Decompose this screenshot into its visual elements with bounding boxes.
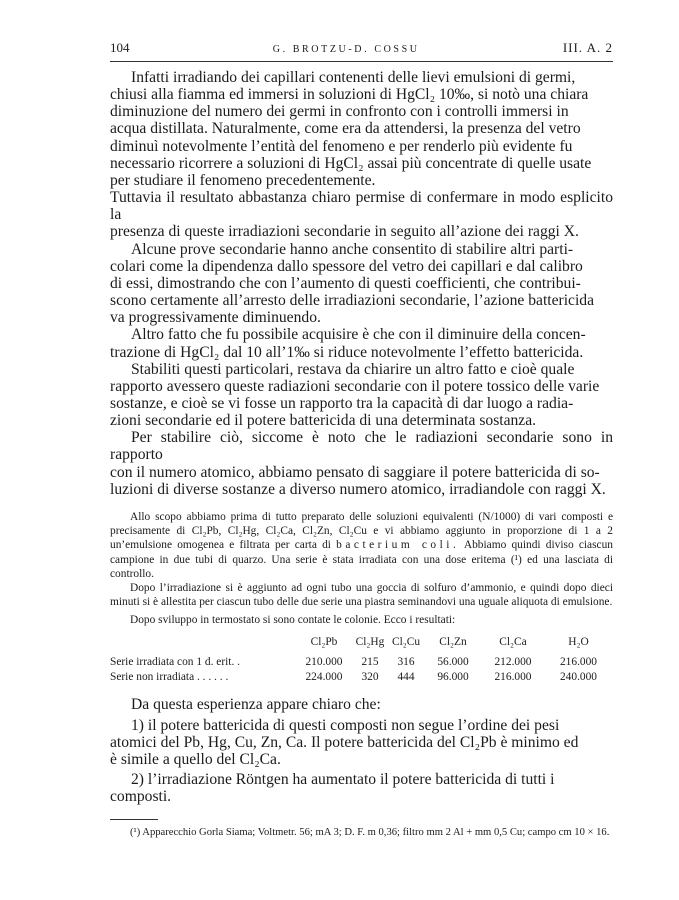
paragraph: Altro fatto che fu possibile acquisire è che con il diminuire della concen-: [131, 326, 586, 344]
paragraph: Stabiliti questi particolari, restava da chiarire un altro fatto e cioè quale: [131, 360, 575, 378]
table-row: [110, 656, 613, 671]
table-cell: 212.000: [494, 655, 532, 668]
table-cell: 320: [361, 670, 379, 683]
column-header: Cl₂Hg: [355, 635, 385, 648]
paragraph: Per stabilire ciò, siccome è noto che le radiazioni secondarie sono in rapporto: [110, 429, 613, 464]
paragraph-continued: con il numero atomico, abbiamo pensato di saggiare il potere battericida di so- luzioni di diverse sostanze a diverso numero atomico, irradiandole con raggi X.: [110, 463, 606, 498]
table-cell: 215: [361, 655, 379, 668]
column-header: Cl₂Pb: [310, 635, 338, 648]
table-cell: 56.000: [437, 655, 469, 668]
table-header-blank: [110, 636, 296, 656]
column-header: Cl₂Ca: [499, 635, 527, 648]
running-header: [110, 40, 613, 58]
table-cell: 216.000: [494, 670, 532, 683]
paragraph-continued: colari come la dipendenza dallo spessore del vetro dei capillari e dal calibro di essi, dimostrando che con l’aumento di questi coefficienti, che contribui- scono certamente all’arresto delle irradiazioni secondarie, l’azione battericida va progressivamente diminuendo.: [110, 257, 595, 327]
running-authors: G. BROTZU-D. COSSU: [272, 44, 420, 55]
table-cell: 224.000: [305, 670, 343, 683]
small-paragraph: Dopo l’irradiazione si è aggiunto ad ogni tubo una goccia di solfuro d’ammonio, e quindi dopo dieci minuti si è allestita per ciascun tubo delle due serie una piastra seminandovi una uguale aliquota di emulsione.: [110, 581, 613, 609]
table-header-row: [110, 636, 613, 656]
page-number: 104: [110, 40, 130, 55]
row-label: Serie non irradiata . . . . . .: [110, 670, 229, 683]
small-paragraph: Dopo sviluppo in termostato si sono contate le colonie. Ecco i resultati:: [130, 614, 456, 627]
paragraph-continued: chiusi alla fiamma ed immersi in soluzioni di HgCl₂ 10‰, si notò una chiara diminuzione del numero dei germi in confronto con i controlli immersi in acqua distillata. Naturalmente, come era da attendersi, la presenza del vetro diminuì notevolmente l’entità del fenomeno e per renderlo più evidente fu necessario ricorrere a soluzioni di HgCl₂ assai più concentrate di quelle usate per studiare il fenomeno precedentemente.: [110, 86, 592, 189]
paragraph: Alcune prove secondarie hanno anche consentito di stabilire altri parti-: [131, 240, 574, 258]
table-row: [110, 671, 613, 686]
table-cell: 216.000: [559, 655, 598, 668]
paragraph: Infatti irradiando dei capillari contenenti delle lievi emulsioni di germi,: [131, 69, 576, 86]
numbered-point: 2) l’irradiazione Röntgen ha aumentato il potere battericida di tutti i: [131, 771, 555, 789]
paragraph-continued: trazione di HgCl₂ dal 10 all’1‰ si riduce notevolmente l’effetto battericida.: [110, 343, 584, 361]
body-text: [110, 69, 613, 840]
table-cell: 444: [397, 670, 415, 683]
table-cell: 316: [397, 655, 415, 668]
numbered-point-continued: atomici del Pb, Hg, Cu, Zn, Ca. Il potere battericida del Cl₂Pb è minimo ed è simile a quello del Cl₂Ca.: [110, 733, 579, 768]
column-header: Cl₂Cu: [391, 635, 421, 648]
table-cell: 96.000: [437, 670, 469, 683]
small-paragraph: Allo scopo abbiamo prima di tutto preparato delle soluzioni equivalenti (N/1000) di vari composti e precisamente di Cl₂Pb, Cl₂Hg, Cl₂Ca, Cl₂Zn, Cl₂Cu e vi abbiamo aggiunto in proporzione di 1 a 2 un’emulsione omogenea e filtrata per carta di bacterium coli. Abbiamo quindi diviso ciascun campione in due tubi di quarzo. Una serie è stata irradiata con una dose eritema (¹) ed una lasciata di controllo.: [110, 510, 613, 580]
table-cell: 240.000: [559, 670, 598, 683]
row-label: Serie irradiata con 1 d. erit. .: [110, 655, 240, 668]
numbered-point-continued: composti.: [110, 788, 172, 806]
column-header: H₂O: [568, 635, 589, 648]
paragraph-continued: rapporto avessero queste radiazioni secondarie con il potere tossico delle varie sostanze, e cioè se vi fosse un rapporto tra la capacità di dar luogo a radia- zioni secondarie ed il potere battericida di una determinata sostanza.: [110, 377, 600, 430]
paragraph: Da questa esperienza appare chiaro che:: [131, 695, 381, 713]
column-header: Cl₂Zn: [439, 635, 467, 648]
footnote-rule: [110, 819, 158, 820]
paragraph: Tuttavia il resultato abbastanza chiaro permise di confermare in modo esplicito la presenza di queste irradiazioni secondarie in seguito all’azione dei raggi X.: [110, 189, 613, 241]
header-rule: [110, 61, 613, 62]
species-name: bacterium coli.: [336, 539, 460, 552]
numbered-point: 1) il potere battericida di questi composti non segue l’ordine dei pesi: [131, 716, 560, 734]
footnote: (¹) Apparecchio Gorla Siama; Voltmetr. 56; mA 3; D. F. m 0,36; filtro mm 2 Al + mm 0,5 Cu; campo cm 10 × 16.: [130, 827, 610, 839]
section-number: III. A. 2: [562, 40, 613, 55]
results-table: [110, 636, 613, 686]
table-cell: 210.000: [305, 655, 343, 668]
